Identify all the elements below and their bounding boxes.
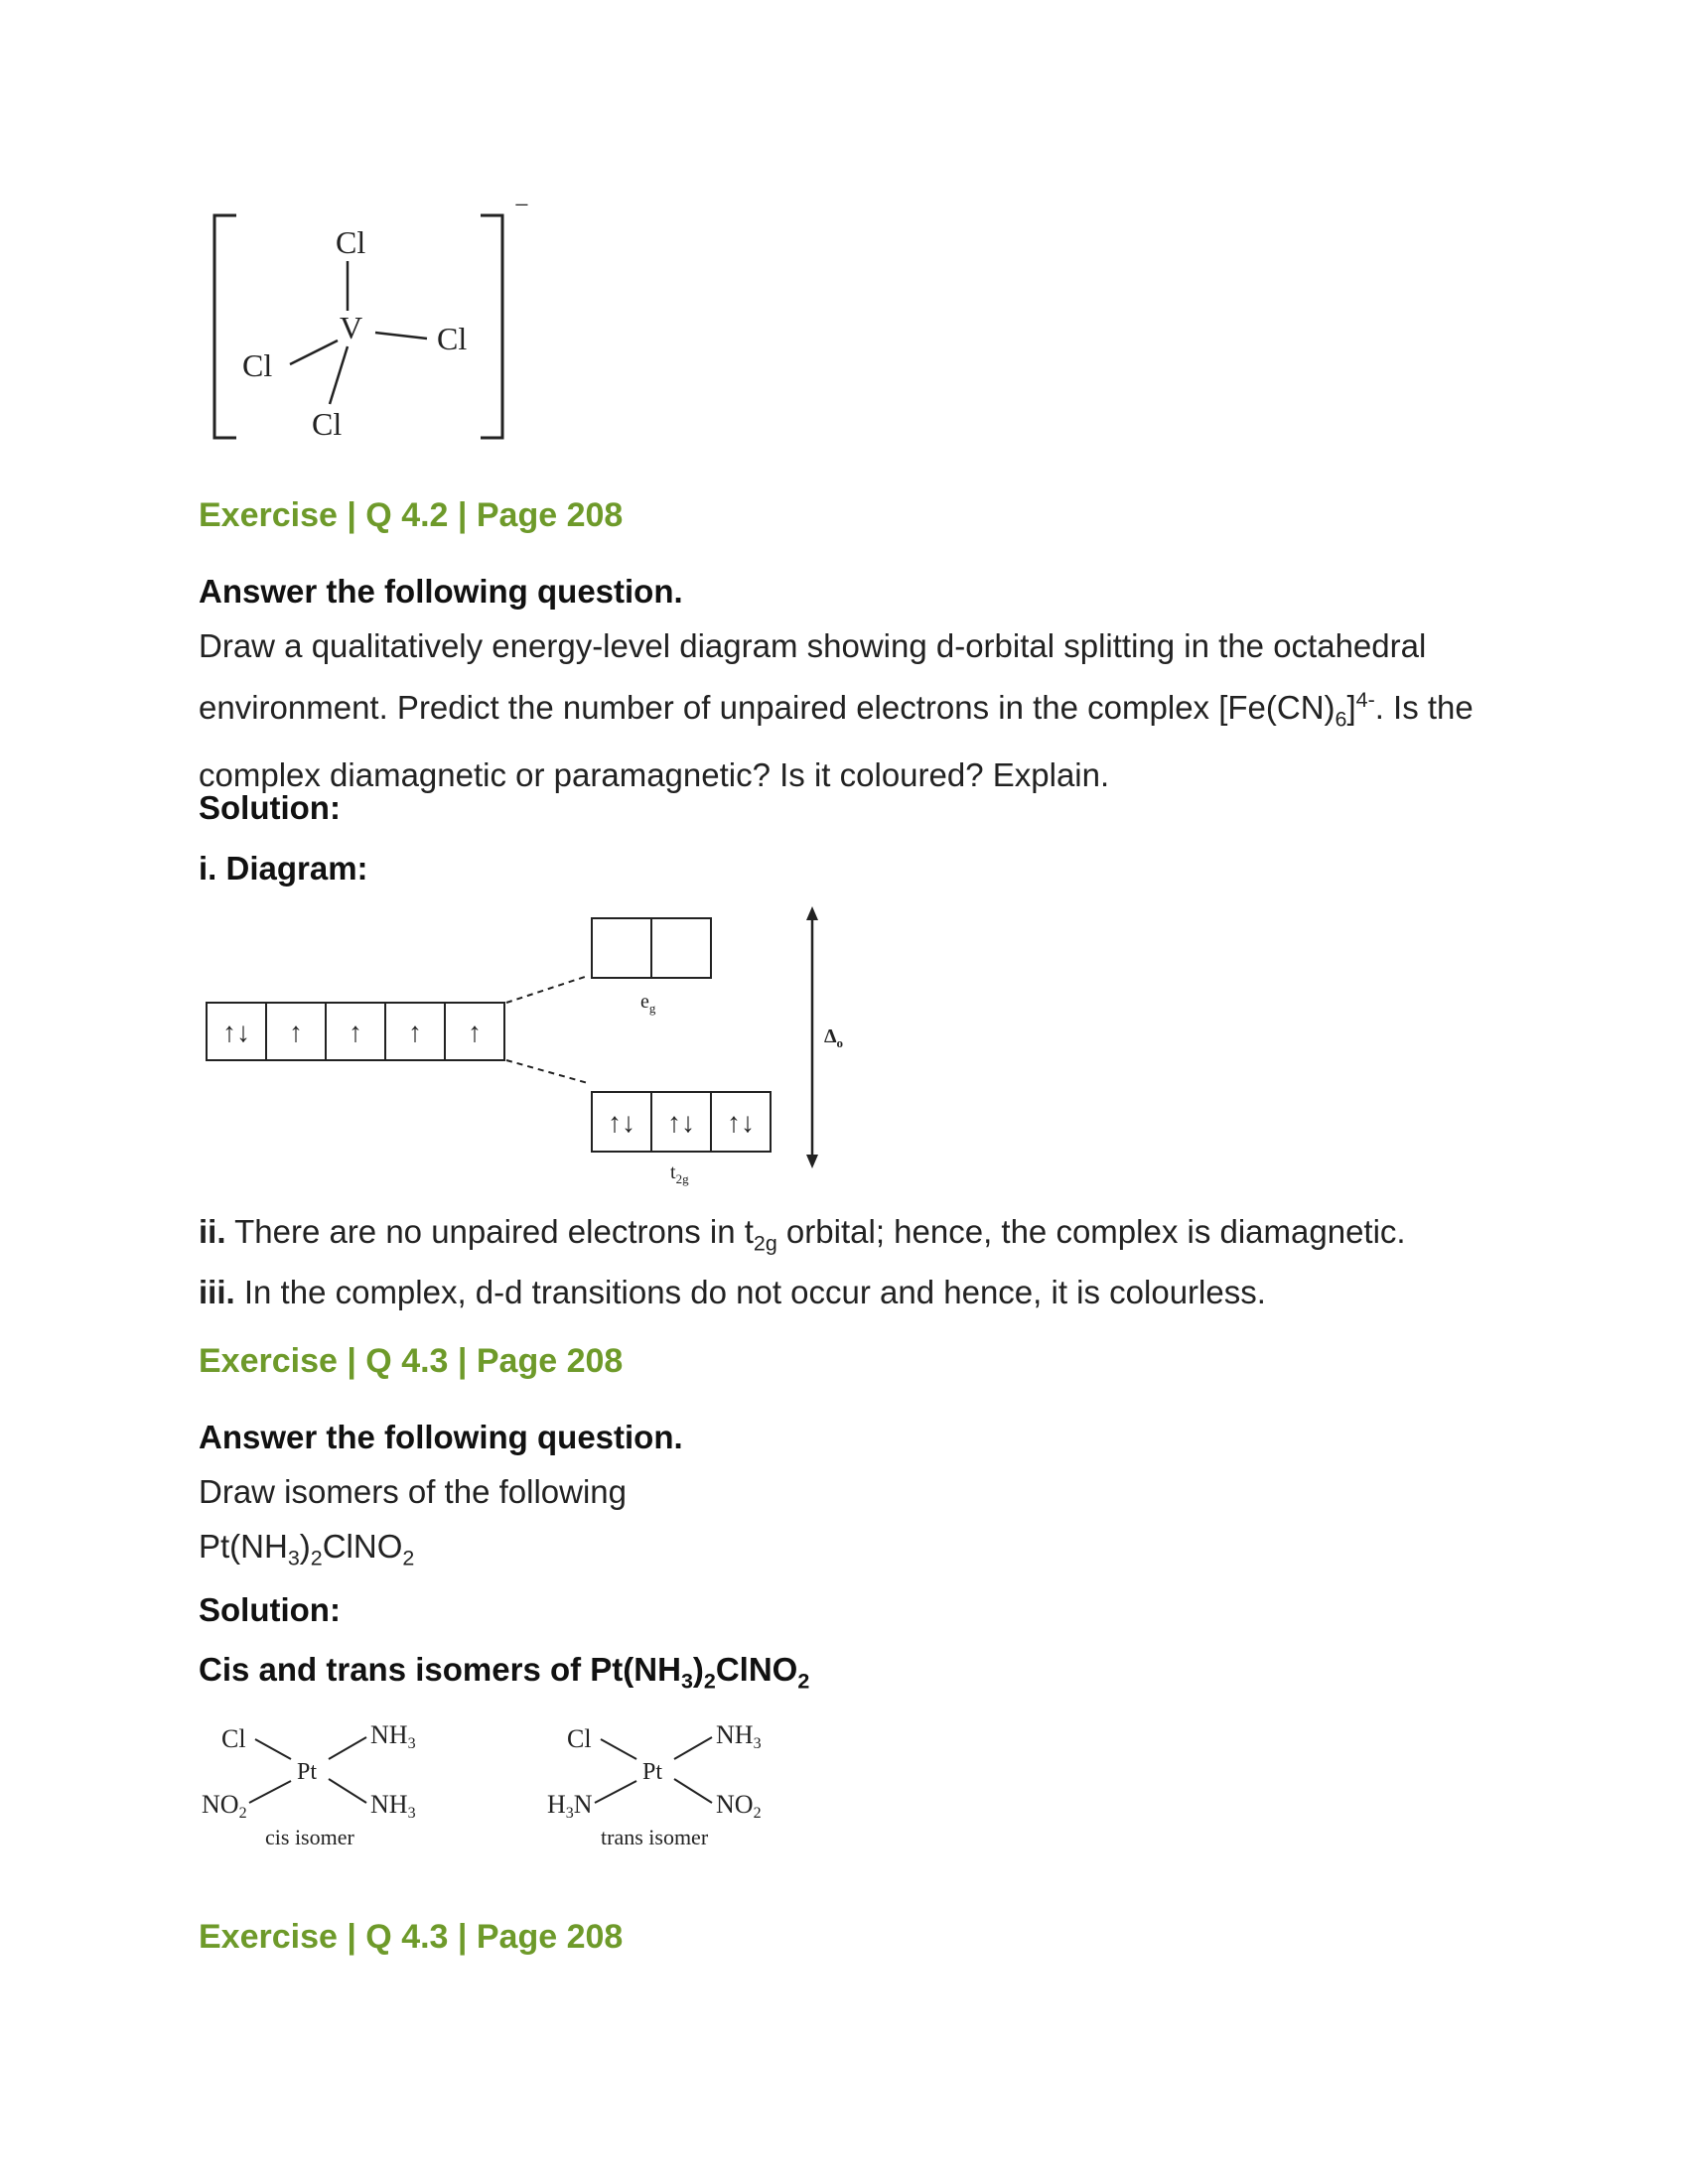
- formula: $Pt(NH_3)_2ClNO_2$: [199, 1528, 415, 1570]
- t2g-box-2: ↑↓: [667, 1108, 695, 1139]
- atom-cl-left: Cl: [242, 347, 273, 383]
- svg-text:NH3: NH3: [716, 1720, 762, 1752]
- isomer-title: Cis and trans isomers of $Pt(NH_3)_2ClNO_2$: [199, 1651, 810, 1694]
- atom-cl-top: Cl: [336, 224, 366, 260]
- trans-caption: trans isomer: [601, 1825, 709, 1849]
- cis-caption: cis isomer: [265, 1825, 354, 1849]
- d-box-3: ↑: [349, 1018, 362, 1048]
- question-prompt-2: Answer the following question.: [199, 1419, 683, 1455]
- d-box-1: ↑↓: [222, 1018, 250, 1048]
- d-box-2: ↑: [289, 1018, 303, 1048]
- svg-text:H3N: H3N: [547, 1790, 593, 1822]
- cis-pt: Pt: [297, 1759, 318, 1785]
- atom-v: V: [340, 310, 363, 345]
- cis-cl: Cl: [221, 1724, 246, 1753]
- atom-cl-right: Cl: [437, 321, 468, 356]
- point-ii: ii. There are no unpaired electrons in $t_{2g}$ orbital; hence, the complex is diamagnetic.: [199, 1213, 1406, 1256]
- svg-text:NO2: NO2: [716, 1790, 762, 1822]
- atom-cl-bottom: Cl: [312, 406, 343, 442]
- isomers-diagram: [194, 1707, 789, 1856]
- exercise-heading-q4-3: Exercise | Q 4.3 | Page 208: [199, 1342, 624, 1380]
- d-box-4: ↑: [408, 1018, 422, 1048]
- energy-level-diagram: [199, 898, 854, 1196]
- question-prompt: Answer the following question.: [199, 573, 683, 610]
- trans-pt: Pt: [642, 1759, 663, 1785]
- solution-label: Solution:: [199, 789, 341, 826]
- delta-label: $\Delta_o$: [824, 1025, 844, 1050]
- diagram-label: i. Diagram:: [199, 850, 368, 887]
- svg-text:−: −: [514, 194, 529, 219]
- vcl4-structure: [199, 194, 556, 452]
- question-line: Draw isomers of the following: [199, 1473, 627, 1510]
- d-box-5: ↑: [468, 1018, 482, 1048]
- exercise-heading-q4-3-repeat: Exercise | Q 4.3 | Page 208: [199, 1918, 624, 1956]
- t2g-label: $t_{2g}$: [670, 1161, 689, 1186]
- eg-label: $e_g$: [640, 991, 656, 1016]
- svg-text:NH3: NH3: [370, 1720, 416, 1752]
- svg-text:NO2: NO2: [202, 1790, 247, 1822]
- solution-label-2: Solution:: [199, 1591, 341, 1628]
- trans-cl: Cl: [567, 1724, 592, 1753]
- question-text: Draw a qualitatively energy-level diagram showing d-orbital splitting in the octahedral environment. Predict the number of unpaired electrons in the complex $[Fe(CN)_6]^{4-}$. Is the complex diamagnetic or paramagnetic? Is it coloured? Explain.: [199, 627, 1474, 793]
- point-iii: iii. In the complex, d-d transitions do not occur and hence, it is colourless.: [199, 1274, 1266, 1310]
- svg-text:NH3: NH3: [370, 1790, 416, 1822]
- exercise-heading-q4-2: Exercise | Q 4.2 | Page 208: [199, 496, 624, 534]
- t2g-box-1: ↑↓: [608, 1108, 635, 1139]
- t2g-box-3: ↑↓: [727, 1108, 755, 1139]
